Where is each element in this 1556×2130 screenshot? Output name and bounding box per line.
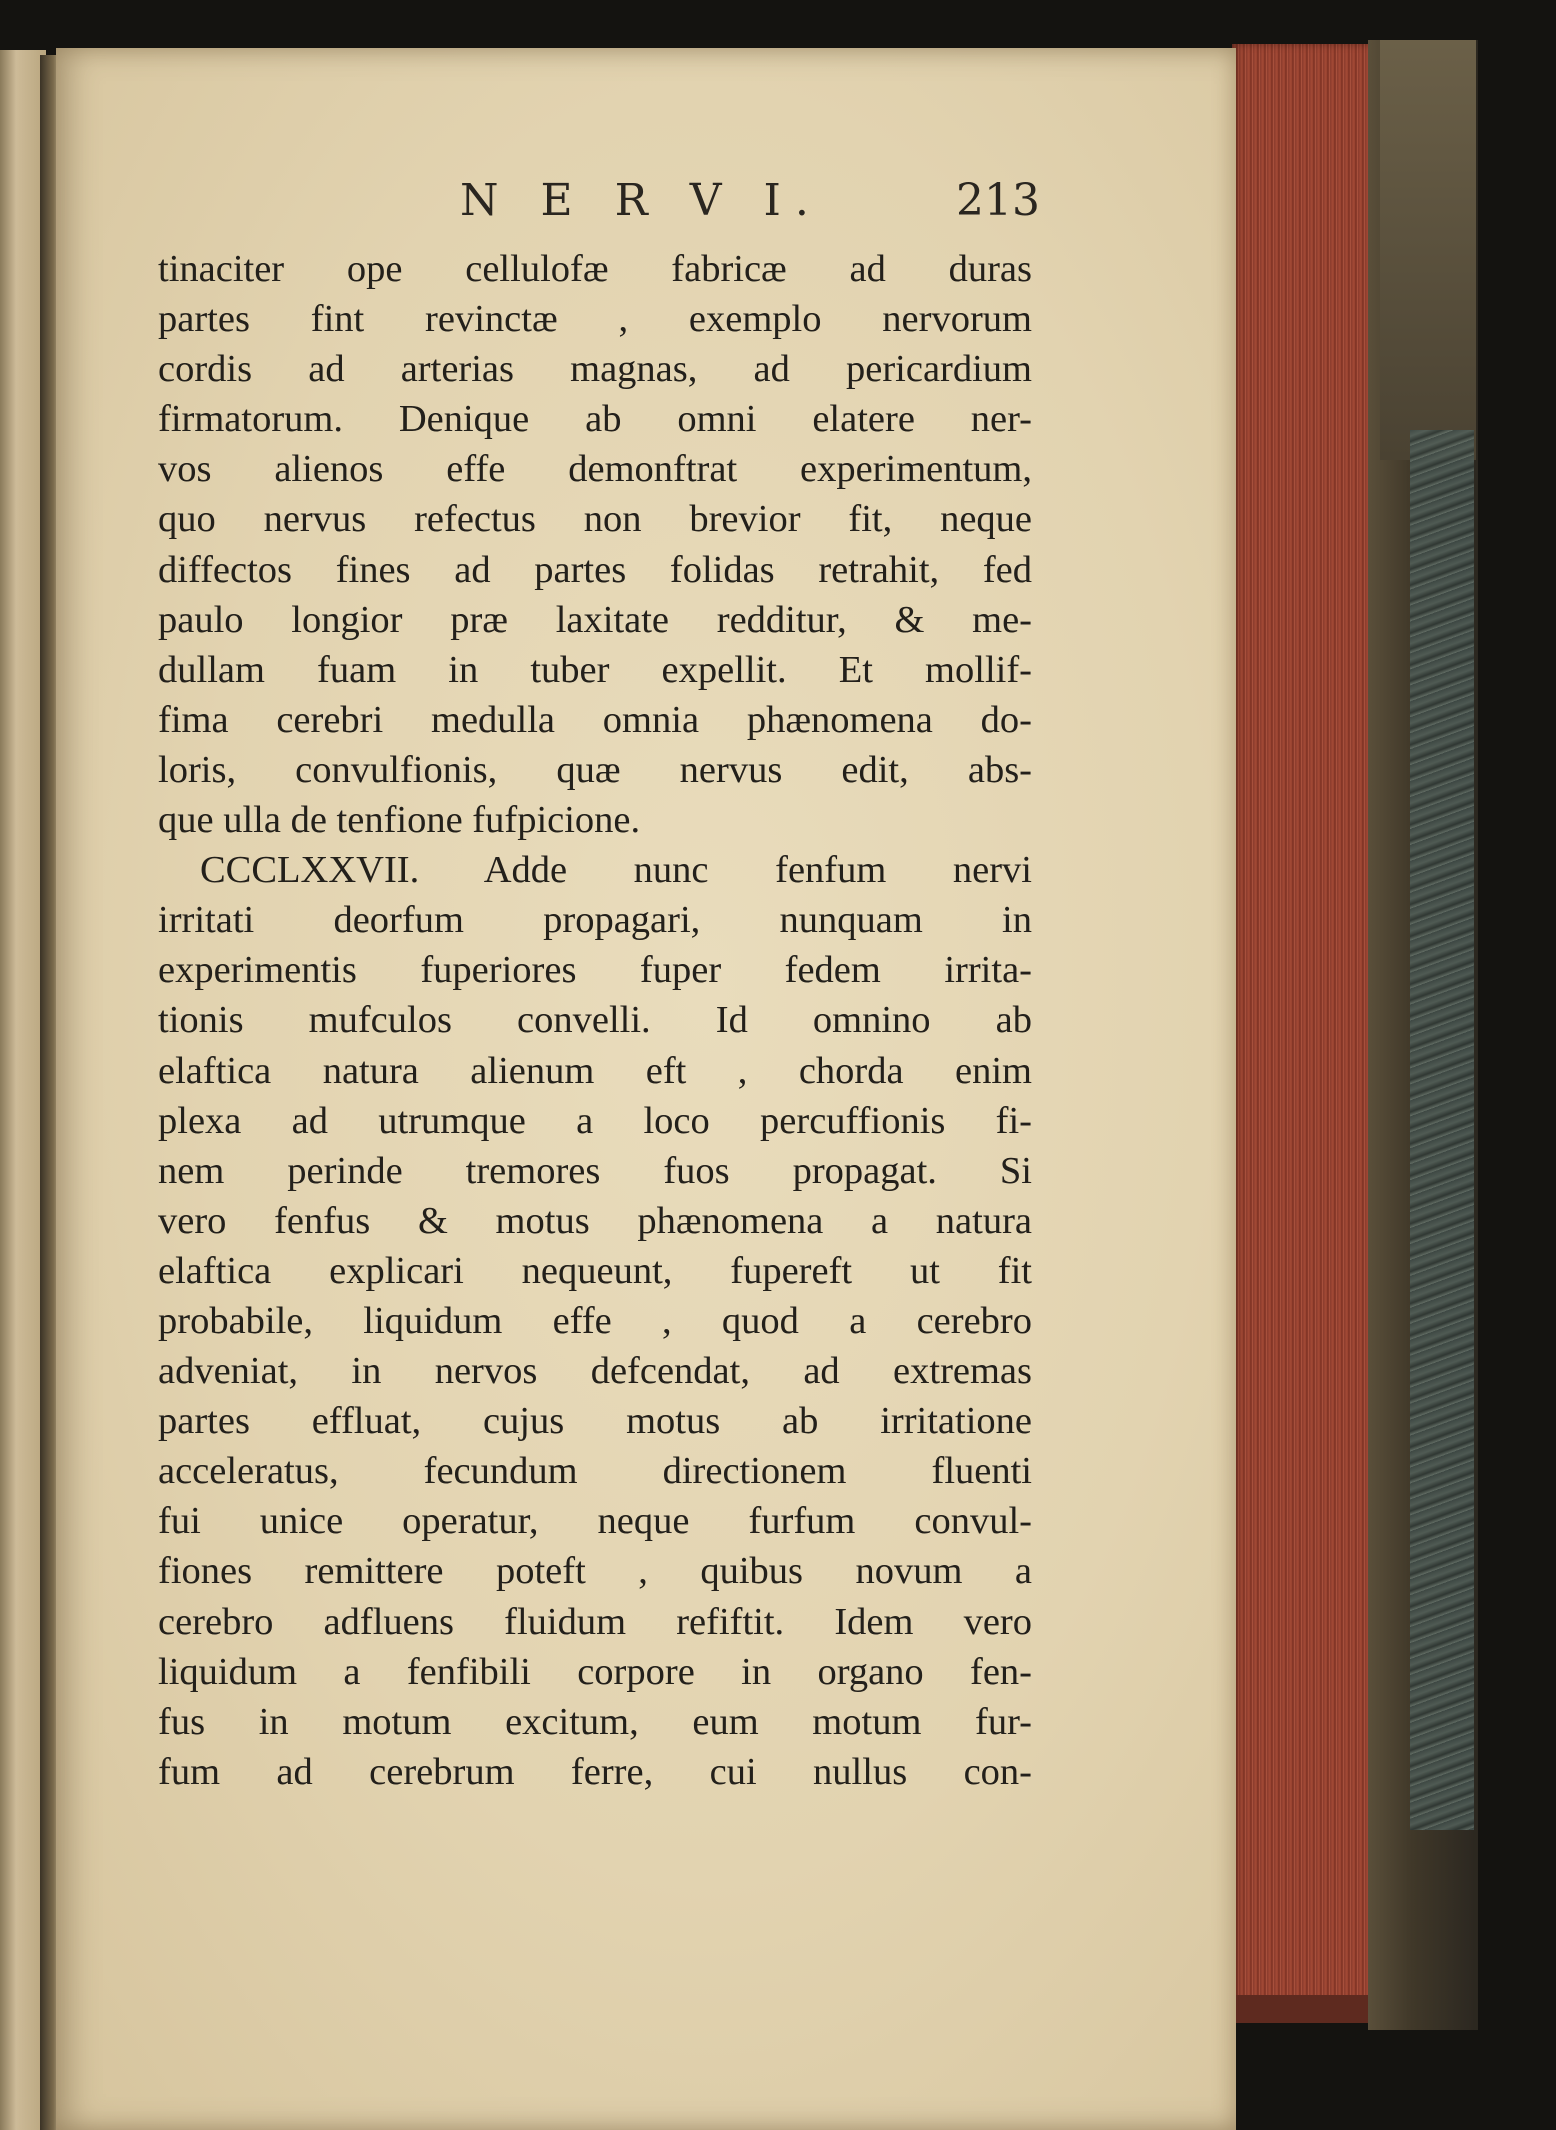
text-line: probabile, liquidum effe , quod a cerebro [158,1299,1032,1342]
text-line: irritati deorfum propagari, nunquam in [158,899,1032,942]
text-line: dullam fuam in tuber expellit. Et mollif- [158,648,1032,691]
cover-marbled-paper [1410,430,1474,1830]
text-line: fum ad cerebrum ferre, cui nullus con- [158,1750,1032,1793]
text-line: paulo longior præ laxitate redditur, & me- [158,598,1032,641]
text-line: fus in motum excitum, eum motum fur- [158,1700,1032,1743]
text-line: fiones remittere poteft , quibus novum a [158,1550,1032,1593]
page-number: 213 [956,175,1040,226]
section-start-line: CCCLXXVII. Adde nunc fenfum nervi [200,849,1032,892]
text-line: plexa ad utrumque a loco percuffionis fi- [158,1099,1032,1142]
text-line: fui unice operatur, neque furfum convul- [158,1500,1032,1543]
cover-leather-corner [1380,40,1476,460]
text-line: adveniat, in nervos defcendat, ad extremas [158,1350,1032,1393]
page-block-fore-edge [1232,44,1372,2004]
text-line: partes effluat, cujus motus ab irritatione [158,1400,1032,1443]
text-line: cordis ad arterias magnas, ad pericardium [158,348,1032,391]
text-line: liquidum a fenfibili corpore in organo fen- [158,1650,1032,1693]
text-line: nem perinde tremores fuos propagat. Si [158,1149,1032,1192]
body-text [158,244,1032,1797]
text-line: tionis mufculos convelli. Id omnino ab [158,999,1032,1042]
text-line: firmatorum. Denique ab omni elatere ner- [158,398,1032,441]
text-line: quo nervus refectus non brevior fit, neque [158,498,1032,541]
text-line: vero fenfus & motus phænomena a natura [158,1199,1032,1242]
text-line: fima cerebri medulla omnia phænomena do- [158,698,1032,741]
text-line: tinaciter ope cellulofæ fabricæ ad duras [158,248,1032,290]
text-line: acceleratus, fecundum directionem fluenti [158,1450,1032,1493]
text-line: cerebro adfluens fluidum refiftit. Idem vero [158,1600,1032,1643]
text-line: elaftica natura alienum eft , chorda enim [158,1049,1032,1092]
text-line: diffectos fines ad partes folidas retrahit, fed [158,548,1032,591]
text-line: vos alienos effe demonftrat experimentum, [158,448,1032,491]
text-line: que ulla de tenfione fufpicione. [158,799,641,842]
running-head [150,175,1040,245]
text-line: elaftica explicari nequeunt, fupereft ut fit [158,1249,1032,1292]
running-title: N E R V I. [460,175,823,226]
text-line: loris, convulfionis, quæ nervus edit, abs- [158,748,1032,791]
text-line: experimentis fuperiores fuper fedem irrita- [158,949,1032,992]
text-line: partes fint revinctæ , exemplo nervorum [158,298,1032,341]
page-block-bottom-edge [1236,1995,1368,2023]
